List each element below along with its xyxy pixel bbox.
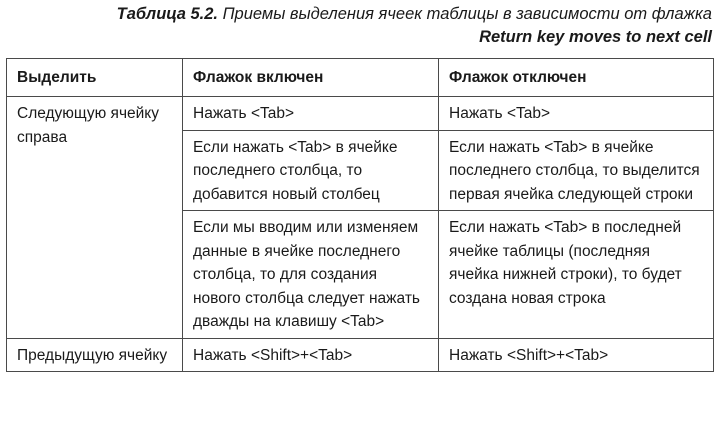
- caption-label: Таблица 5.2.: [116, 5, 218, 23]
- caption-text: Приемы выделения ячеек таблицы в зависимости от флажка: [218, 5, 712, 23]
- column-header-select: Выделить: [7, 59, 183, 97]
- enabled-cell: Если нажать <Tab> в ячейке последнего столбца, то добавится новый столбец: [183, 130, 439, 211]
- table-row: [7, 338, 714, 372]
- enabled-cell: Нажать <Shift>+<Tab>: [183, 338, 439, 372]
- column-header-enabled: Флажок включен: [183, 59, 439, 97]
- disabled-cell: Нажать <Shift>+<Tab>: [439, 338, 714, 372]
- enabled-cell: Нажать <Tab>: [183, 97, 439, 131]
- enabled-cell: Если мы вводим или изменяем данные в ячейке последнего столбца, то для создания нового столбца следует нажать дважды на клавишу <Tab>: [183, 211, 439, 339]
- selection-methods-table: [6, 58, 714, 372]
- table-caption: [117, 3, 712, 49]
- disabled-cell: Нажать <Tab>: [439, 97, 714, 131]
- disabled-cell: Если нажать <Tab> в ячейке последнего столбца, то выделится первая ячейка следующей строки: [439, 130, 714, 211]
- select-cell-next: Следующую ячейку справа: [7, 97, 183, 339]
- column-header-disabled: Флажок отключен: [439, 59, 714, 97]
- caption-option-name: Return key moves to next cell: [479, 28, 712, 46]
- header-row: [7, 59, 714, 97]
- disabled-cell: Если нажать <Tab> в последней ячейке таблицы (последняя ячейка нижней строки), то будет создана новая строка: [439, 211, 714, 339]
- select-cell-previous: Предыдущую ячейку: [7, 338, 183, 372]
- table-row: [7, 97, 714, 131]
